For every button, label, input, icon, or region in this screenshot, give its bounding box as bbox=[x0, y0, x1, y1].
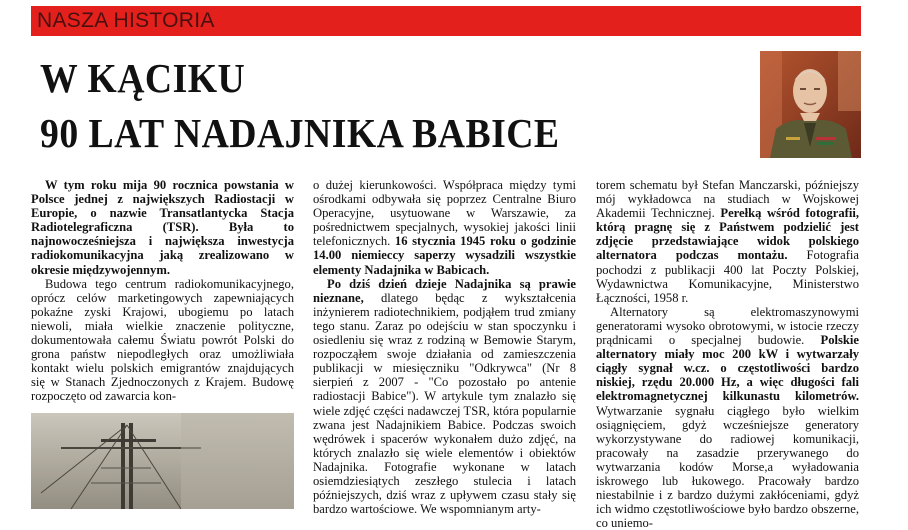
text-run: torem schematu był Stefan Manczarski, późniejszy mój wykładowca na studiach w Wojskowej Akademii Technicznej. bbox=[596, 178, 859, 220]
text-run: Fotografia pochodzi z publikacji 400 lat Poczty Polskiej, Wydawnictwa Komunikacyjne, Ministerstwo Łączności, 1958 r. bbox=[596, 248, 859, 304]
bold-text-run: Po dziś dzień dzieje Nadajnika są prawie nieznane, bbox=[313, 277, 576, 305]
text-run: dlatego będąc z wykształcenia inżynierem radiotechnikiem, podjąłem trud zmiany tego stanu. Zaraz po odejściu w stan spoczynku i osiedleniu się wraz z rodziną w Bemowie Starym, rozpocząłem swoje działania od zamieszczenia publikacji w miesięczniku "Odkrywca" (Nr 8 sierpień z 2007 - "Co pozostało po antenie radiostacji Babice"). W artykule tym znalazło się wiele zdjęć części nadawczej TSR, która popularnie zwana jest Nadajnikiem Babice. Podczas swoich wędrówek i spacerów wykonałem dużo zdjęć, na których znalazło się wiele elementów i obiektów Nadajnika. Fotografie wykonane w latach osiemdziesiątych zeszłego stulecia i latach późniejszych, dziś wraz z upływem czasu stały się bardzo wartościowe. We wspomnianym arty- bbox=[313, 291, 576, 516]
section-header-bar bbox=[31, 6, 861, 36]
bold-text-run: 16 stycznia 1945 roku o godzinie 14.00 niemieccy saperzy wysadzili wszystkie elementy Nadajnika w Babicach. bbox=[313, 234, 576, 276]
text-run: o dużej kierunkowości. Współpraca między tymi ośrodkami odbywała się poprzez Centralne Biuro Operacyjne, usytuowane w Warszawie, za pośrednictwem specjalnych, wysokiej jakości linii telefonicznych. bbox=[313, 178, 576, 248]
paragraph bbox=[313, 178, 576, 277]
bold-text-run: Perełką wśród fotografii, którą pragnę się z Państwem podzielić jest zdjęcie przedstawiające widok polskiego alternatora podczas montażu. bbox=[596, 206, 859, 262]
lead-paragraph: W tym roku mija 90 rocznica powstania w Polsce jednej z największych Radiostacji w Europie, o nazwie Transatlantycka Stacja Radiotelegraficzna (TSR). Była to najnowocześniejsza i największa inwestycja radiokomunikacyjna jaką zrealizowano w okresie międzywojennym. bbox=[31, 178, 294, 277]
author-portrait-photo bbox=[760, 51, 861, 158]
text-run: Wytwarzanie sygnału ciągłego było wielkim osiągnięciem, gdyż wcześniejsze generatory wykorzystywane do radiowej komunikacji, pracowały na zasadzie przerywanego do wytwarzania kodów Morse,a wyładowania iskrowego lub łukowego. Pracowały bardzo niestabilnie i z bardzo dużymi zakłóceniami, gdyż ich widmo częstotliwościowe było bardzo obszerne, co uniemo- bbox=[596, 404, 859, 530]
article-column-1 bbox=[31, 178, 294, 404]
antenna-image bbox=[31, 413, 294, 509]
section-label: NASZA HISTORIA bbox=[37, 9, 215, 33]
paragraph bbox=[313, 277, 576, 517]
antenna-photo bbox=[31, 413, 294, 509]
headline-line-1: W KĄCIKU bbox=[40, 56, 245, 100]
paragraph bbox=[596, 305, 859, 530]
portrait-image bbox=[760, 51, 861, 158]
paragraph: Budowa tego centrum radiokomunikacyjnego, oprócz celów marketingowych zapewniających pokaźne zyski Krajowi, ubogiemu po latach niewoli, miała wielkie znaczenie polityczne, dokumentowała całemu Światu powrót Polski do grona państw niepodległych oraz umożliwiała kontakt wielu polskich emigrantów znajdujących się w Stanach Zjednoczonych z Krajem. Budowę rozpoczęto od zawarcia kon- bbox=[31, 277, 294, 404]
paragraph bbox=[596, 178, 859, 305]
headline-line-2: 90 LAT NADAJNIKA BABICE bbox=[40, 111, 560, 155]
article-column-2 bbox=[313, 178, 576, 509]
text-run: Alternatory są elektromaszynowymi generatorami wysoko obrotowymi, w istocie rzeczy prądnicami o specjalnej budowie. bbox=[596, 305, 859, 347]
bold-text-run: Polskie alternatory miały moc 200 kW i wytwarzały ciągły sygnał w.cz. o częstotliwości bardzo niskiej, rzędu 20.000 Hz, a więc długości fali elektromagnetycznej kilkunastu kilometrów. bbox=[596, 333, 859, 403]
article-column-3 bbox=[596, 178, 859, 509]
